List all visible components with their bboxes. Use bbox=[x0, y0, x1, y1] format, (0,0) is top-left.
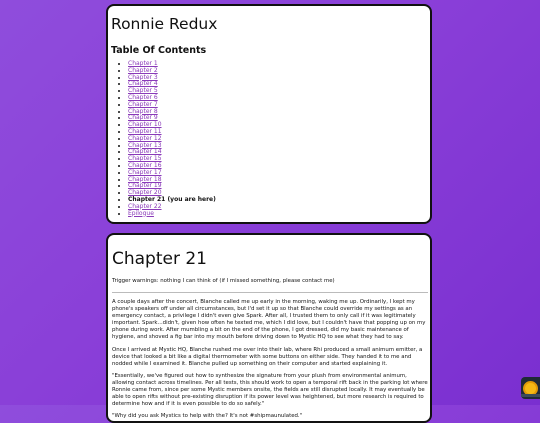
toc-link[interactable]: Chapter 15 bbox=[128, 155, 162, 163]
toc-link[interactable]: Chapter 8 bbox=[128, 107, 158, 115]
toc-item[interactable] bbox=[128, 122, 430, 129]
toc-item[interactable] bbox=[128, 88, 430, 95]
toc-link[interactable]: Chapter 13 bbox=[128, 141, 162, 149]
toc-card bbox=[106, 4, 432, 224]
chapter-title: Chapter 21 bbox=[112, 249, 208, 269]
toc-item[interactable] bbox=[128, 61, 430, 68]
toc-item[interactable] bbox=[128, 211, 430, 218]
toc-link[interactable]: Chapter 4 bbox=[128, 80, 158, 88]
toc-link[interactable]: Chapter 12 bbox=[128, 134, 162, 142]
chapter-card bbox=[106, 233, 432, 423]
toc-item: • Chapter 21 (you are here) bbox=[128, 197, 430, 204]
toc-item[interactable] bbox=[128, 183, 430, 190]
toc-link[interactable]: Chapter 1 bbox=[128, 60, 158, 67]
toc-item[interactable] bbox=[128, 149, 430, 156]
toc-link[interactable]: Chapter 9 bbox=[128, 114, 158, 122]
site-title: Ronnie Redux bbox=[111, 15, 218, 33]
toc-item[interactable] bbox=[128, 102, 430, 109]
toc-link[interactable]: Chapter 7 bbox=[128, 100, 158, 108]
chapter-paragraph: Once I arrived at Mystic HQ, Blanche rushed me over into their lab, where Rhi produced a small animum emitter, a device that looked a bit like a digital thermometer with some buttons on either side. They handed it to me and nodded while I examined it. Blanche pulled up something on their computer and started explaining it. bbox=[112, 346, 423, 367]
theme-toggle-button[interactable] bbox=[521, 377, 540, 399]
toc-link[interactable]: Chapter 10 bbox=[128, 121, 162, 129]
toc-item[interactable] bbox=[128, 129, 430, 136]
toc-link[interactable]: Chapter 14 bbox=[128, 148, 162, 156]
theme-sun-icon bbox=[525, 383, 536, 394]
toc-item[interactable] bbox=[128, 143, 430, 150]
toc-link[interactable]: Chapter 11 bbox=[128, 127, 162, 135]
toc-link[interactable]: Chapter 3 bbox=[128, 73, 158, 81]
toc-item[interactable] bbox=[128, 204, 430, 211]
chapter-paragraph: "Essentially, we've figured out how to synthesize the signature from your plush from environmental animum, allowing contact across timelines. Per all tests, this should work to open a temporal rift back in the parking lot where Ronnie came from, since per some Mystic members onsite, the fields are still disrupted locally. It may eventually be able to open rifts without pre-existing disruption if its power level was heightened, but more research is required to determine how and if it is even possible to do so safely." bbox=[112, 372, 428, 408]
toc-link[interactable]: Chapter 16 bbox=[128, 161, 162, 169]
toc-item[interactable] bbox=[128, 75, 430, 82]
chapter-paragraph: "Why did you ask Mystics to help with the? It's not #shipmaunulated." bbox=[112, 413, 303, 420]
toc-heading: Table Of Contents bbox=[111, 45, 207, 56]
trigger-warning: Trigger warnings: nothing I can think of (if I missed something, please contact me) bbox=[112, 278, 335, 284]
toc-item[interactable] bbox=[128, 109, 430, 116]
toc-list bbox=[111, 61, 430, 217]
toc-item[interactable] bbox=[128, 177, 430, 184]
divider bbox=[112, 292, 428, 293]
toc-link[interactable]: Chapter 2 bbox=[128, 66, 158, 74]
toc-link[interactable]: Chapter 20 bbox=[128, 189, 162, 197]
toc-item[interactable] bbox=[128, 81, 430, 88]
toc-link[interactable]: Chapter 19 bbox=[128, 182, 162, 190]
toc-item[interactable] bbox=[128, 170, 430, 177]
toc-link[interactable]: Chapter 5 bbox=[128, 87, 158, 95]
toc-item[interactable] bbox=[128, 136, 430, 143]
button-base bbox=[521, 394, 540, 397]
toc-link[interactable]: Chapter 18 bbox=[128, 175, 162, 183]
toc-item[interactable] bbox=[128, 156, 430, 163]
chapter-paragraph: A couple days after the concert, Blanche called me up early in the morning, waking me up. Ordinarily, I kept my phone's speakers off under all circumstances, but I'd set it up so that Blanche could override my settings as an emergency contact, a privilege I didn't even give Spark. After all, I trusted them to only call if it was legitimately important. Spark...didn't, given how often he texted me, which I did love, but I couldn't have that popping up on my phone during work. After mumbling a bit on the end of the phone, I got dressed, did my basic maintenance of hygiene, and shoved a fig bar into my mouth before driving down to Mystic HQ to see what they had to say. bbox=[112, 299, 426, 341]
toc-link[interactable]: Chapter 6 bbox=[128, 93, 158, 101]
toc-link[interactable]: Epilogue bbox=[128, 209, 154, 217]
toc-link[interactable]: Chapter 17 bbox=[128, 168, 162, 176]
toc-item[interactable] bbox=[128, 115, 430, 122]
toc-link[interactable]: Chapter 22 bbox=[128, 202, 162, 210]
toc-item[interactable] bbox=[128, 163, 430, 170]
toc-item[interactable] bbox=[128, 68, 430, 75]
toc-item[interactable] bbox=[128, 95, 430, 102]
